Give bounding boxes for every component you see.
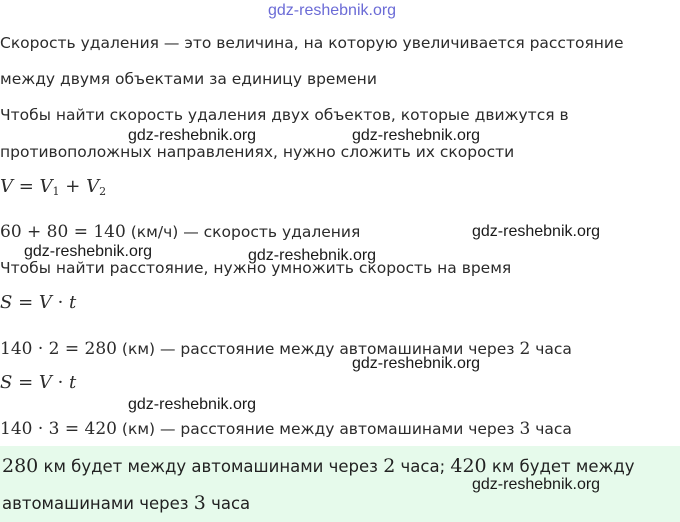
- answer-p3: км будет между: [486, 457, 635, 476]
- formula-speed-eq: =: [13, 176, 40, 197]
- answer-n4: 3: [193, 492, 206, 514]
- answer-p2: часа;: [395, 457, 451, 476]
- answer-n2: 2: [383, 455, 396, 477]
- rule-speed-line-2: противоположных направлениях, нужно сложить их скорости: [0, 143, 515, 161]
- answer-n1: 280: [2, 455, 39, 477]
- watermark: gdz-reshebnik.org: [472, 476, 601, 493]
- watermark-top: gdz-reshebnik.org: [268, 2, 397, 19]
- calc-d3-hours: 3: [519, 419, 531, 439]
- formula-distance-2-dot: ·: [51, 372, 70, 393]
- calc-distance-3h: [0, 419, 572, 439]
- formula-distance-dot: ·: [51, 292, 70, 313]
- calc-speed-expr: 60 + 80 = 140: [0, 222, 126, 242]
- formula-distance-2-eq: =: [12, 372, 39, 393]
- calc-d2-text: (км) — расстояние между автомашинами через: [116, 340, 520, 358]
- answer-p4: автомашинами через: [2, 494, 194, 513]
- watermark: gdz-reshebnik.org: [128, 127, 257, 144]
- answer-p1: км будет между автомашинами через: [38, 457, 384, 476]
- formula-speed-sub2: 2: [99, 185, 107, 198]
- watermark: gdz-reshebnik.org: [472, 223, 601, 240]
- formula-distance-2: [0, 372, 76, 393]
- calc-distance-2h: [0, 339, 572, 359]
- answer-n3: 420: [450, 455, 487, 477]
- formula-distance-1: [0, 292, 76, 313]
- calc-d3-expr: 140 · 3 = 420: [0, 419, 117, 439]
- calc-d3-text: (км) — расстояние между автомашинами через: [116, 420, 520, 438]
- formula-distance-t: t: [69, 292, 77, 313]
- answer-p5: часа: [205, 494, 251, 513]
- definition-line-1: Скорость удаления — это величина, на которую увеличивается расстояние: [0, 34, 624, 52]
- formula-speed-sub1: 1: [52, 185, 60, 198]
- calc-d2-hours: 2: [519, 339, 531, 359]
- formula-distance-2-v: V: [38, 372, 52, 393]
- formula-speed-plus: +: [59, 176, 87, 197]
- formula-distance-eq: =: [12, 292, 39, 313]
- calc-d3-unit: часа: [530, 420, 572, 438]
- formula-distance-2-s: S: [0, 372, 13, 393]
- formula-distance-s: S: [0, 292, 13, 313]
- watermark: gdz-reshebnik.org: [248, 247, 377, 264]
- rule-speed-line-1: Чтобы найти скорость удаления двух объектов, которые движутся в: [0, 106, 569, 124]
- definition-line-2: между двумя объектами за единицу времени: [0, 70, 377, 88]
- watermark: gdz-reshebnik.org: [128, 396, 257, 413]
- watermark: gdz-reshebnik.org: [24, 243, 153, 260]
- watermark: gdz-reshebnik.org: [352, 355, 481, 372]
- rule-distance: Чтобы найти расстояние, нужно умножить скорость на время: [0, 259, 512, 277]
- answer-line-2: [2, 492, 250, 514]
- formula-speed: [0, 176, 106, 198]
- calc-speed: [0, 222, 360, 242]
- answer-line-1: [2, 455, 635, 477]
- formula-speed-v1: V: [39, 176, 53, 197]
- calc-d2-unit: часа: [530, 340, 572, 358]
- calc-d2-expr: 140 · 2 = 280: [0, 339, 117, 359]
- formula-distance-v: V: [38, 292, 52, 313]
- calc-speed-text: (км/ч) — скорость удаления: [125, 223, 361, 241]
- formula-speed-v2: V: [86, 176, 100, 197]
- formula-distance-2-t: t: [69, 372, 77, 393]
- formula-speed-lhs: V: [0, 176, 13, 197]
- watermark: gdz-reshebnik.org: [352, 127, 481, 144]
